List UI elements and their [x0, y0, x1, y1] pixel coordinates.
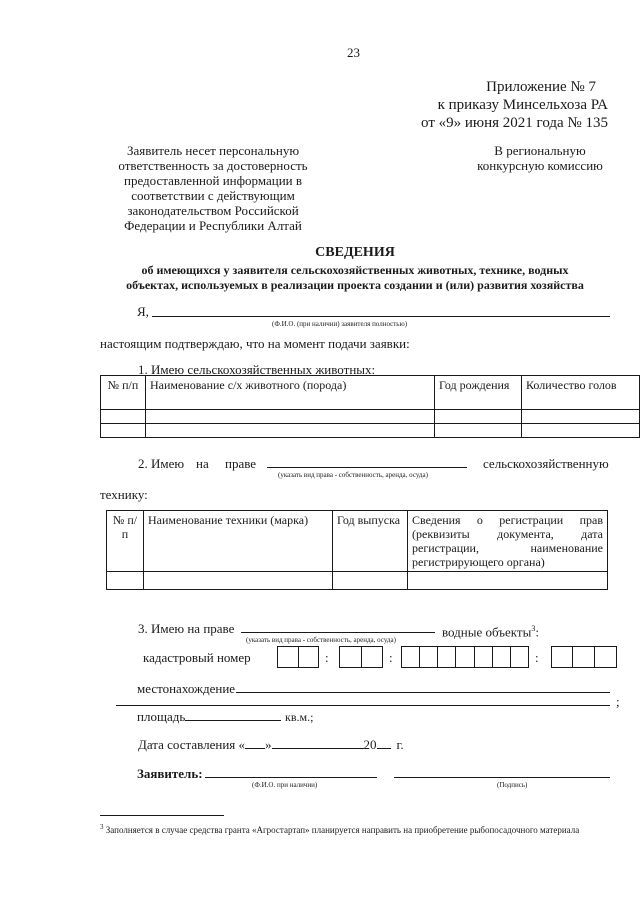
section3-suffix: водные объекты$^3$: — [442, 624, 539, 640]
applicant-signature-line[interactable] — [394, 777, 610, 778]
appendix-line-2: к приказу Минсельхоза РА — [437, 97, 608, 113]
appendix-line-1: Приложение № 7 — [486, 79, 596, 95]
col-head-count: Количество голов — [522, 376, 640, 410]
section2-p4: сельскохозяйственную — [483, 456, 609, 471]
location-input-line-2[interactable] — [116, 705, 610, 706]
subtitle-line: объектах, используемых в реализации проекта создании и (или) развития хозяйства — [126, 278, 584, 292]
footnote-ref: 3 — [531, 624, 536, 633]
table-row[interactable] — [101, 424, 640, 438]
right-type-hint: (указать вид права - собственность, аренда, осуда) — [278, 471, 428, 479]
applicant-signature-hint: (Подпись) — [497, 781, 528, 789]
responsibility-line: ответственность за достоверность — [118, 158, 308, 173]
responsibility-line: законодательством Российской — [127, 203, 299, 218]
fio-hint: (Ф.И.О. (при наличии) заявителя полностью) — [272, 320, 408, 328]
addressee-line: конкурсную комиссию — [477, 158, 603, 173]
responsibility-line: Заявитель несет персональную — [126, 143, 300, 158]
appendix-line-3: от «9» июня 2021 года № 135 — [421, 115, 608, 131]
section2-p1: 2. Имею — [138, 456, 185, 471]
responsibility-line: предоставленной информации в — [123, 173, 303, 188]
section2-p2: на — [196, 456, 209, 471]
year-input[interactable] — [377, 748, 391, 749]
subtitle-line: об имеющихся у заявителя сельскохозяйственных животных, технике, водных — [141, 263, 569, 277]
month-input[interactable] — [272, 748, 364, 749]
water-right-input-line[interactable] — [241, 632, 435, 633]
cadastral-part-4[interactable] — [551, 646, 617, 668]
cadastral-part-2[interactable] — [339, 646, 383, 668]
col-release-year: Год выпуска — [333, 511, 408, 572]
document-subtitle — [80, 263, 630, 293]
responsibility-note — [108, 143, 318, 233]
cadastral-part-3[interactable] — [401, 646, 529, 668]
col-number: № п/п — [107, 511, 144, 572]
addressee-line: В региональную — [494, 143, 586, 158]
animals-table — [100, 375, 640, 438]
section1-title: 1. Имею сельскохозяйственных животных: — [138, 362, 376, 377]
responsibility-line: Федерации и Республики Алтай — [124, 218, 302, 233]
document-title: СВЕДЕНИЯ — [315, 245, 395, 260]
table-header-row — [107, 511, 608, 572]
table-row[interactable] — [101, 410, 640, 424]
section2-cont: технику: — [100, 487, 148, 502]
section3-prefix: 3. Имею на праве — [138, 621, 235, 636]
machinery-table — [106, 510, 608, 590]
cadastral-part-1[interactable] — [277, 646, 319, 668]
fio-input-line[interactable] — [152, 316, 610, 317]
i-label: Я, — [137, 304, 149, 319]
footnote: $^3$ Заполняется в случае средства гранта «Агростартап» планируется направить на приобретение рыбопосадочного материала — [100, 823, 580, 835]
applicant-fio-line[interactable] — [205, 777, 377, 778]
water-right-hint: (указать вид права - собственность, аренда, осуда) — [246, 636, 396, 644]
responsibility-line: соответствии с действующим — [131, 188, 295, 203]
area-unit: кв.м.; — [285, 710, 314, 724]
table-row[interactable] — [107, 572, 608, 590]
confirm-text: настоящим подтверждаю, что на момент подачи заявки: — [100, 336, 410, 351]
table-header-row — [101, 376, 640, 410]
col-number: № п/п — [101, 376, 146, 410]
cadastral-label: кадастровый номер — [143, 650, 251, 665]
section2-p3: праве — [225, 456, 257, 471]
location-label: местонахождение — [137, 681, 236, 696]
right-type-input-line[interactable] — [267, 467, 467, 468]
col-birth-year: Год рождения — [435, 376, 522, 410]
footnote-separator — [100, 815, 224, 816]
col-machinery-name: Наименование техники (марка) — [144, 511, 333, 572]
col-registration-info: Сведения о регистрации прав (реквизиты документа, дата регистрации, наименование регистрирующего органа) — [408, 511, 608, 572]
area-input-line[interactable] — [185, 720, 281, 721]
appendix-header — [360, 78, 608, 132]
date-row: Дата составления « » 20 г. — [138, 737, 404, 752]
applicant-label: Заявитель: — [137, 766, 203, 781]
day-input[interactable] — [245, 748, 265, 749]
col-animal-name: Наименование с/х животного (порода) — [146, 376, 435, 410]
applicant-fio-hint: (Ф.И.О. при наличии) — [252, 781, 318, 789]
location-input-line[interactable] — [236, 692, 610, 693]
area-label: площадь — [137, 709, 186, 724]
addressee — [470, 143, 610, 173]
page-number: 23 — [347, 45, 360, 60]
